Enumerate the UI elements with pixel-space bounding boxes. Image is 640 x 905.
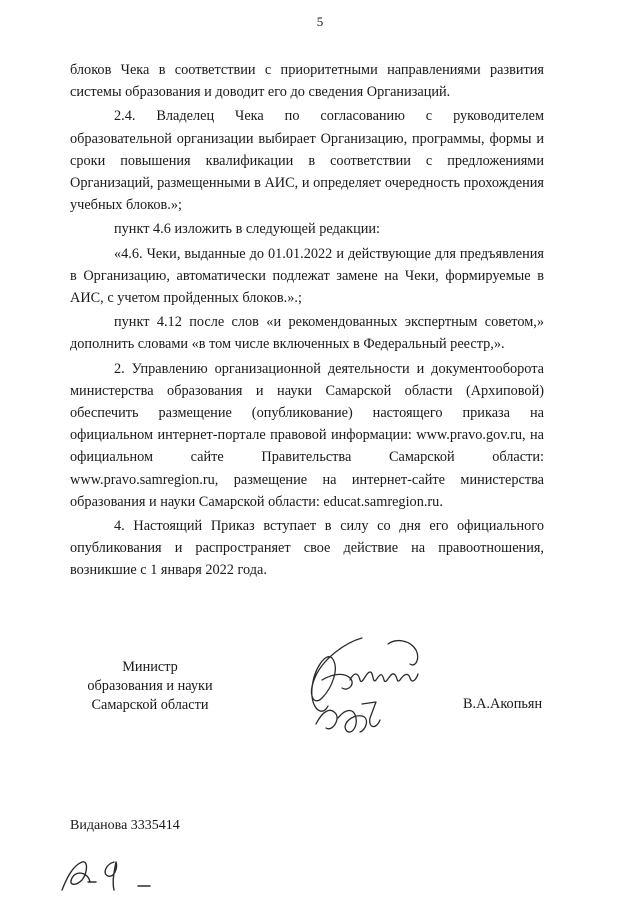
paragraph-amend-4-6: пункт 4.6 изложить в следующей редакции: bbox=[114, 221, 381, 238]
signatory-title-line: Самарской области bbox=[91, 697, 209, 713]
handwritten-signature bbox=[292, 628, 432, 748]
signatory-title-line: Министр bbox=[122, 659, 178, 675]
paragraph-amend-4-12: пункт 4.12 после слов «и рекомендованных экспертным советом,» дополнить словами «в том числе включенных в Федеральный реестр,». bbox=[70, 314, 544, 353]
page-number: 5 bbox=[316, 14, 324, 29]
paragraph-clause-4-6: «4.6. Чеки, выданные до 01.01.2022 и действующие для предъявления в Организацию, автоматически подлежат замене на Чеки, формируемые в АИС, с учетом пройденных блоков.».; bbox=[70, 245, 544, 307]
paragraph-item-4: 4. Настоящий Приказ вступает в силу со дня его официального опубликования и распространяет свое действие на правоотношения, возникшие с 1 января 2022 года. bbox=[70, 518, 544, 579]
paragraph-continuation: блоков Чека в соответствии с приоритетными направлениями развития системы образования и доводит его до сведения Организаций. bbox=[70, 62, 544, 101]
signatory-title-line: образования и науки bbox=[87, 678, 213, 694]
document-body bbox=[70, 59, 544, 582]
paragraph-clause-2-4: 2.4. Владелец Чека по согласованию с руководителем образовательной организации выбирает Организацию, программы, формы и сроки повышения квалификации в соответствии с предложениями Организаций, размещенными в АИС, и определяет очередность прохождения учебных блоков.»; bbox=[70, 108, 544, 214]
executor-note: Виданова 3335414 bbox=[70, 818, 180, 833]
signatory-title bbox=[70, 658, 230, 715]
handwritten-initials bbox=[58, 852, 168, 896]
paragraph-item-2: 2. Управлению организационной деятельности и документооборота министерства образования и науки Самарской области (Архиповой) обеспечить размещение (опубликование) настоящего приказа на официальном интернет-портале правовой информации: www.pravo.gov.ru, на официальном сайте Правительства Самарской области: www.pravo.samregion.ru, размещение на интернет-сайте министерства образования и науки Самарской области: educat.samregion.ru. bbox=[70, 360, 544, 510]
signatory-name: В.А.Акопьян bbox=[463, 696, 543, 712]
